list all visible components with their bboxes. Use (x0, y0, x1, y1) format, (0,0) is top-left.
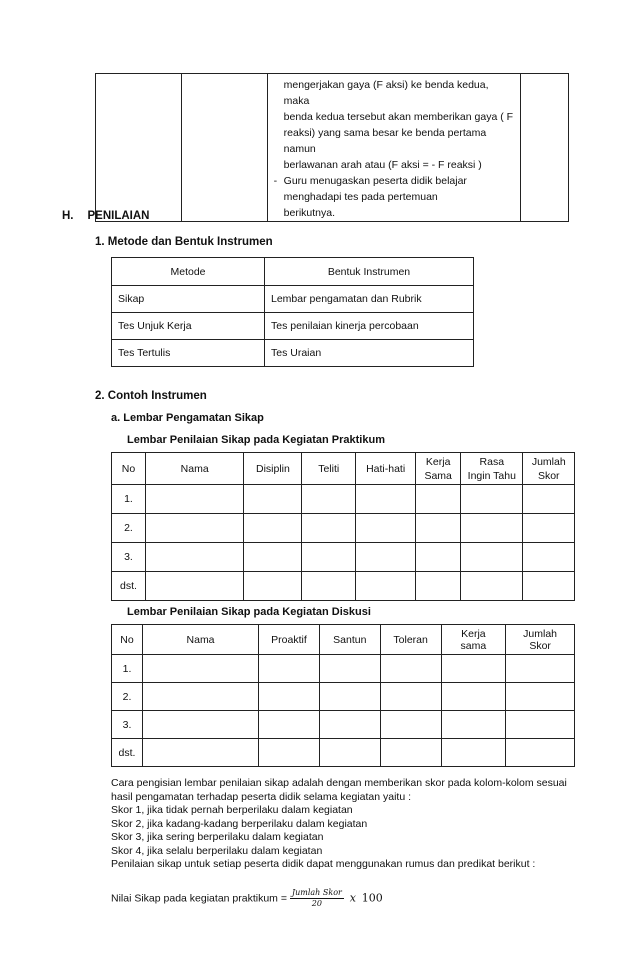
subsection-heading: 2. Contoh Instrumen (95, 390, 207, 402)
activity-line: berlawanan arah atau (F aksi = - F reaksi ) (283, 159, 482, 171)
methods-cell: Tes penilaian kinerja percobaan (265, 313, 474, 340)
methods-cell: Lembar pengamatan dan Rubrik (265, 286, 474, 313)
methods-table (111, 257, 474, 367)
methods-cell: Tes Uraian (265, 340, 474, 367)
activity-line: benda kedua tersebut akan memberikan gaya ( F (283, 111, 514, 123)
methods-header-metode: Metode (112, 258, 265, 286)
top-cell-4 (520, 74, 569, 222)
methods-header-bentuk: Bentuk Instrumen (265, 258, 474, 286)
top-cell-2 (181, 74, 267, 222)
praktikum-table-title: Lembar Penilaian Sikap pada Kegiatan Praktikum (127, 434, 385, 446)
diskusi-table-title: Lembar Penilaian Sikap pada Kegiatan Diskusi (127, 606, 371, 618)
top-cell-3 (267, 74, 520, 222)
praktikum-row-no: 2. (112, 514, 146, 543)
formula-denominator: 20 (311, 899, 322, 908)
activity-line: mengerjakan gaya (F aksi) ke benda kedua, maka (283, 79, 489, 107)
explanation-line: Penilaian sikap untuk setiap peserta didik dapat menggunakan rumus dan predikat berikut : (111, 858, 536, 870)
activity-line: menghadapi tes pada pertemuan (283, 191, 438, 203)
praktikum-header: Kerja Sama (416, 453, 461, 485)
formula-label: Nilai Sikap pada kegiatan praktikum = (111, 892, 287, 905)
diskusi-header: Toleran (380, 625, 441, 655)
praktikum-header: Hati-hati (356, 453, 416, 485)
praktikum-header: No (112, 453, 146, 485)
praktikum-header: Teliti (302, 453, 356, 485)
explanation-line: Skor 1, jika tidak pernah berperilaku dalam kegiatan (111, 804, 353, 816)
explanation-line: hasil pengamatan terhadap peserta didik selama kegiatan yaitu : (111, 790, 412, 803)
methods-cell: Sikap (112, 286, 265, 313)
diskusi-row-no: dst. (112, 739, 143, 767)
praktikum-row-no: 3. (112, 543, 146, 572)
activity-line: - Guru menugaskan peserta didik belajar (273, 175, 467, 187)
praktikum-header: Nama (145, 453, 244, 485)
bullet-dash: - (273, 175, 278, 187)
subsubsection-heading: a. Lembar Pengamatan Sikap (111, 412, 264, 424)
formula-multiplier: 100 (361, 891, 383, 905)
diskusi-header: Santun (319, 625, 380, 655)
explanation-line: Cara pengisian lembar penilaian sikap adalah dengan memberikan skor pada kolom-kolom sesuai (111, 777, 567, 789)
subsection-heading: 1. Metode dan Bentuk Instrumen (95, 236, 273, 248)
diskusi-row-no: 1. (112, 655, 143, 683)
formula-fraction (290, 888, 344, 909)
methods-cell: Tes Unjuk Kerja (112, 313, 265, 340)
diskusi-header: Jumlah Skor (506, 625, 575, 655)
explanation-text (111, 777, 581, 872)
diskusi-row-no: 2. (112, 683, 143, 711)
top-table (95, 73, 569, 222)
diskusi-table (111, 624, 575, 767)
top-cell-1 (96, 74, 182, 222)
diskusi-header: Nama (142, 625, 258, 655)
activity-line: berikutnya. (283, 207, 336, 219)
praktikum-header: Disiplin (244, 453, 302, 485)
diskusi-header: Proaktif (259, 625, 320, 655)
diskusi-header: No (112, 625, 143, 655)
formula-numerator: Jumlah Skor (291, 888, 342, 897)
explanation-line: Skor 2, jika kadang-kadang berperilaku dalam kegiatan (111, 817, 368, 830)
explanation-line: Skor 3, jika sering berperilaku dalam kegiatan (111, 831, 324, 843)
praktikum-header: Rasa Ingin Tahu (461, 453, 523, 485)
methods-cell: Tes Tertulis (112, 340, 265, 367)
section-heading: H. PENILAIAN (62, 210, 150, 222)
activity-list (273, 77, 516, 221)
formula-times: x (349, 891, 356, 905)
praktikum-row-no: dst. (112, 572, 146, 601)
activity-line: reaksi) yang sama besar ke benda pertama namun (283, 127, 487, 155)
praktikum-row-no: 1. (112, 485, 146, 514)
praktikum-header: Jumlah Skor (523, 453, 575, 485)
formula (111, 888, 383, 909)
diskusi-header: Kerja sama (441, 625, 506, 655)
praktikum-table (111, 452, 575, 601)
diskusi-row-no: 3. (112, 711, 143, 739)
explanation-line: Skor 4, jika selalu berperilaku dalam kegiatan (111, 844, 323, 857)
